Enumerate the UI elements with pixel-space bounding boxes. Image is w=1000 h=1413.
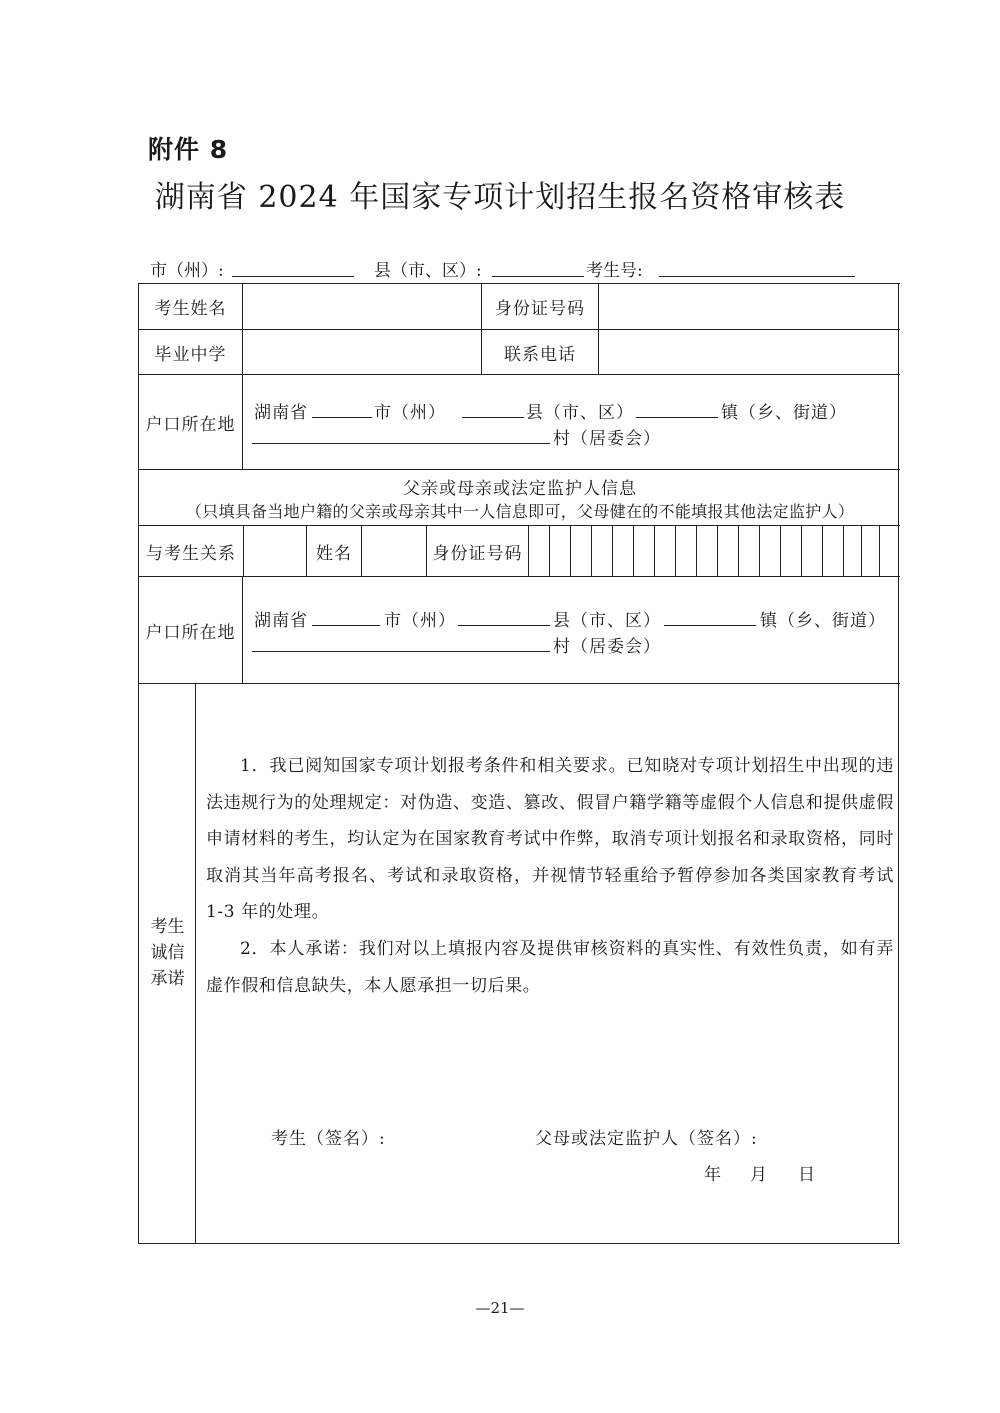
student-name-field[interactable] xyxy=(243,284,481,329)
form-title: 湖南省 2024 年国家专项计划招生报名资格审核表 xyxy=(154,180,846,215)
date-month-label: 月 xyxy=(750,1165,768,1185)
addr-village-field[interactable] xyxy=(252,443,550,444)
city-label: 市（州）: xyxy=(150,261,224,281)
id-digit-divider xyxy=(654,525,655,577)
pledge-text xyxy=(206,748,894,1004)
exam-no-label: 考生号: xyxy=(586,261,643,281)
g-addr-city-field[interactable] xyxy=(312,625,380,626)
guardian-id-label: 身份证号码 xyxy=(432,543,523,564)
student-signature-label: 考生（签名）: xyxy=(271,1129,386,1149)
id-digit-divider xyxy=(633,525,634,577)
student-hukou-label: 户口所在地 xyxy=(145,414,236,435)
g-addr-province: 湖南省 xyxy=(254,611,308,631)
relation-field[interactable] xyxy=(244,526,306,576)
exam-no-field[interactable] xyxy=(659,276,855,277)
id-digit-divider xyxy=(780,525,781,577)
g-addr-town-label: 镇（乡、街道） xyxy=(760,611,886,631)
addr-county-field[interactable] xyxy=(462,417,524,418)
g-addr-village-field[interactable] xyxy=(252,651,550,652)
col-divider xyxy=(528,525,529,577)
row-divider xyxy=(138,374,900,375)
student-id-field[interactable] xyxy=(599,284,898,329)
guardian-signature-label: 父母或法定监护人（签名）: xyxy=(535,1129,758,1149)
school-label: 毕业中学 xyxy=(154,344,227,365)
id-digit-divider xyxy=(549,525,550,577)
addr-province: 湖南省 xyxy=(254,403,308,423)
id-digit-divider xyxy=(591,525,592,577)
row-divider xyxy=(138,683,900,684)
addr-city-label: 市（州） xyxy=(374,403,446,423)
id-digit-divider xyxy=(612,525,613,577)
attachment-label: 附件 8 xyxy=(148,135,229,164)
id-digit-divider xyxy=(861,525,862,577)
pledge-label xyxy=(140,914,195,992)
g-addr-town-field[interactable] xyxy=(664,625,756,626)
col-divider xyxy=(195,683,196,1244)
addr-village-label: 村（居委会） xyxy=(553,429,661,449)
addr-county-label: 县（市、区） xyxy=(526,403,634,423)
phone-field[interactable] xyxy=(599,330,898,374)
guardian-name-field[interactable] xyxy=(362,526,426,576)
addr-city-field[interactable] xyxy=(312,417,372,418)
id-digit-divider xyxy=(879,525,880,577)
guardian-section-note: （只填具备当地户籍的父亲或母亲其中一人信息即可，父母健在的不能填报其他法定监护人） xyxy=(185,502,855,521)
guardian-name-label: 姓名 xyxy=(316,543,352,564)
id-digit-divider xyxy=(801,525,802,577)
county-field[interactable] xyxy=(492,276,584,277)
pledge-label-line: 考生 xyxy=(150,917,185,937)
id-digit-divider xyxy=(717,525,718,577)
id-digit-divider xyxy=(675,525,676,577)
col-divider xyxy=(242,374,243,470)
guardian-section-title: 父亲或母亲或法定监护人信息 xyxy=(403,479,637,499)
table-border-right xyxy=(898,283,899,1244)
id-digit-divider xyxy=(759,525,760,577)
county-label: 县（市、区）: xyxy=(374,261,482,281)
date-day-label: 日 xyxy=(798,1165,816,1185)
relation-label: 与考生关系 xyxy=(146,543,236,564)
g-addr-city-label: 市（州） xyxy=(384,611,456,631)
page-number: —21— xyxy=(475,1299,525,1317)
id-digit-divider xyxy=(570,525,571,577)
addr-town-field[interactable] xyxy=(636,417,718,418)
phone-label: 联系电话 xyxy=(504,344,576,365)
city-field[interactable] xyxy=(232,276,354,277)
addr-town-label: 镇（乡、街道） xyxy=(721,403,847,423)
student-id-label: 身份证号码 xyxy=(495,299,585,319)
pledge-item-2: 2．本人承诺：我们对以上填报内容及提供审核资料的真实性、有效性负责，如有弄虚作假和信息缺失，本人愿承担一切后果。 xyxy=(206,938,894,996)
guardian-hukou-label: 户口所在地 xyxy=(145,622,236,643)
pledge-item-1: 1．我已阅知国家专项计划报考条件和相关要求。已知晓对专项计划招生中出现的违法违规行为的处理规定：对伪造、变造、篡改、假冒户籍学籍等虚假个人信息和提供虚假申请材料的考生，均认定为在国家教育考试中作弊，取消专项计划报名和录取资格，同时取消其当年高考报名、考试和录取资格，并视情节轻重给予暂停参加各类国家教育考试 1-3 年的处理。 xyxy=(206,756,894,923)
g-addr-county-label: 县（市、区） xyxy=(553,611,661,631)
row-divider xyxy=(138,576,900,577)
id-digit-divider xyxy=(738,525,739,577)
table-border-bottom xyxy=(138,1243,900,1244)
g-addr-village-label: 村（居委会） xyxy=(553,637,661,657)
g-addr-county-field[interactable] xyxy=(458,625,550,626)
pledge-label-line: 诚信 xyxy=(150,943,185,963)
id-digit-divider xyxy=(822,525,823,577)
row-divider xyxy=(138,469,900,470)
school-field[interactable] xyxy=(243,330,481,374)
date-year-label: 年 xyxy=(704,1165,722,1185)
col-divider xyxy=(242,576,243,684)
student-name-label: 考生姓名 xyxy=(154,299,227,319)
id-digit-divider xyxy=(843,525,844,577)
id-digit-divider xyxy=(696,525,697,577)
pledge-label-line: 承诺 xyxy=(150,969,185,989)
